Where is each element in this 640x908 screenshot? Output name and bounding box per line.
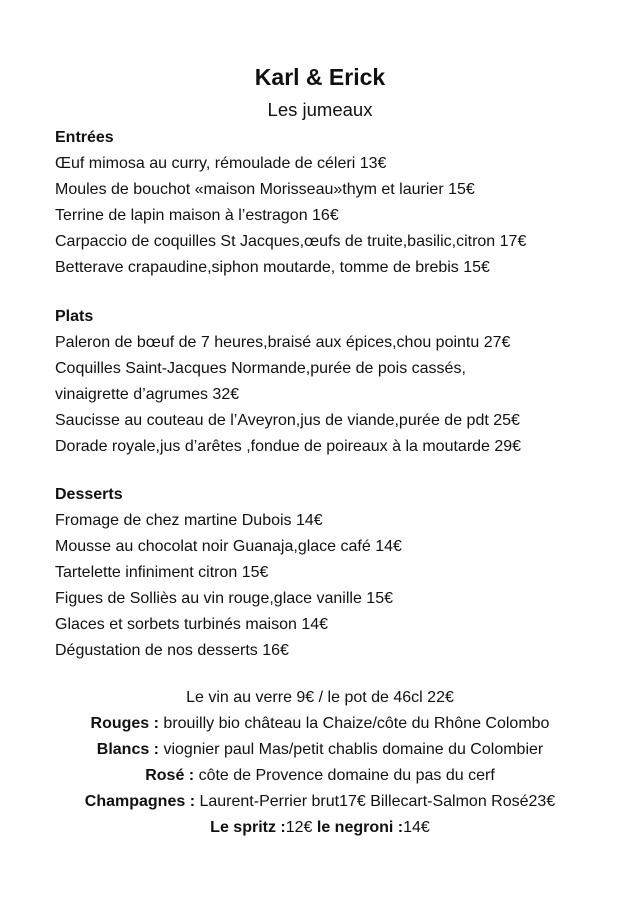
menu-item: Betterave crapaudine,siphon moutarde, tomme de brebis 15€ — [55, 259, 490, 276]
menu-item: Carpaccio de coquilles St Jacques,œufs de truite,basilic,citron 17€ — [55, 233, 527, 250]
menu-item: Paleron de bœuf de 7 heures,braisé aux épices,chou pointu 27€ — [55, 334, 511, 351]
negroni-label: le negroni : — [316, 819, 404, 836]
section-heading: Desserts — [55, 486, 123, 503]
wine-category-text: Laurent-Perrier brut17€ Billecart-Salmon Rosé23€ — [195, 793, 556, 810]
menu-item: Dorade royale,jus d’arêtes ,fondue de poireaux à la moutarde 29€ — [55, 438, 522, 455]
menu-item: Glaces et sorbets turbinés maison 14€ — [55, 616, 329, 633]
menu-item: Dégustation de nos desserts 16€ — [55, 642, 289, 659]
menu-item: Saucisse au couteau de l’Aveyron,jus de viande,purée de pdt 25€ — [55, 412, 520, 429]
aperitif-line — [0, 815, 640, 841]
section-desserts — [55, 482, 615, 664]
wine-intro: Le vin au verre 9€ / le pot de 46cl 22€ — [186, 689, 454, 706]
spritz-label: Le spritz : — [210, 819, 286, 836]
wine-category-text: viognier paul Mas/petit chablis domaine du Colombier — [159, 741, 544, 758]
menu-item: Moules de bouchot «maison Morisseau»thym et laurier 15€ — [55, 181, 475, 198]
restaurant-subtitle: Les jumeaux — [267, 99, 373, 120]
wine-category-label: Rouges : — [90, 715, 159, 732]
menu-item: Terrine de lapin maison à l’estragon 16€ — [55, 207, 339, 224]
spritz-price: 12€ — [285, 819, 317, 836]
menu-item: Mousse au chocolat noir Guanaja,glace café 14€ — [55, 538, 402, 555]
menu-item: Œuf mimosa au curry, rémoulade de céleri 13€ — [55, 155, 387, 172]
wine-list — [0, 685, 640, 841]
wine-blancs — [0, 737, 640, 763]
wine-category-label: Rosé : — [145, 767, 195, 784]
section-entrees — [55, 125, 615, 281]
wine-champagnes — [0, 789, 640, 815]
negroni-price: 14€ — [403, 819, 430, 836]
restaurant-name: Karl & Erick — [254, 64, 386, 90]
wine-rose — [0, 763, 640, 789]
section-heading: Plats — [55, 308, 94, 325]
menu-item: Figues de Solliès au vin rouge,glace vanille 15€ — [55, 590, 393, 607]
menu-item: Tartelette infiniment citron 15€ — [55, 564, 269, 581]
section-heading: Entrées — [55, 129, 114, 146]
wine-category-text: côte de Provence domaine du pas du cerf — [194, 767, 495, 784]
wine-rouges — [0, 711, 640, 737]
menu-item: Coquilles Saint-Jacques Normande,purée de pois cassés, — [55, 360, 466, 377]
wine-category-label: Champagnes : — [84, 793, 196, 810]
section-plats — [55, 304, 615, 460]
wine-category-label: Blancs : — [96, 741, 160, 758]
menu-item: Fromage de chez martine Dubois 14€ — [55, 512, 323, 529]
menu-item: vinaigrette d’agrumes 32€ — [55, 386, 240, 403]
wine-category-text: brouilly bio château la Chaize/côte du Rhône Colombo — [158, 715, 550, 732]
